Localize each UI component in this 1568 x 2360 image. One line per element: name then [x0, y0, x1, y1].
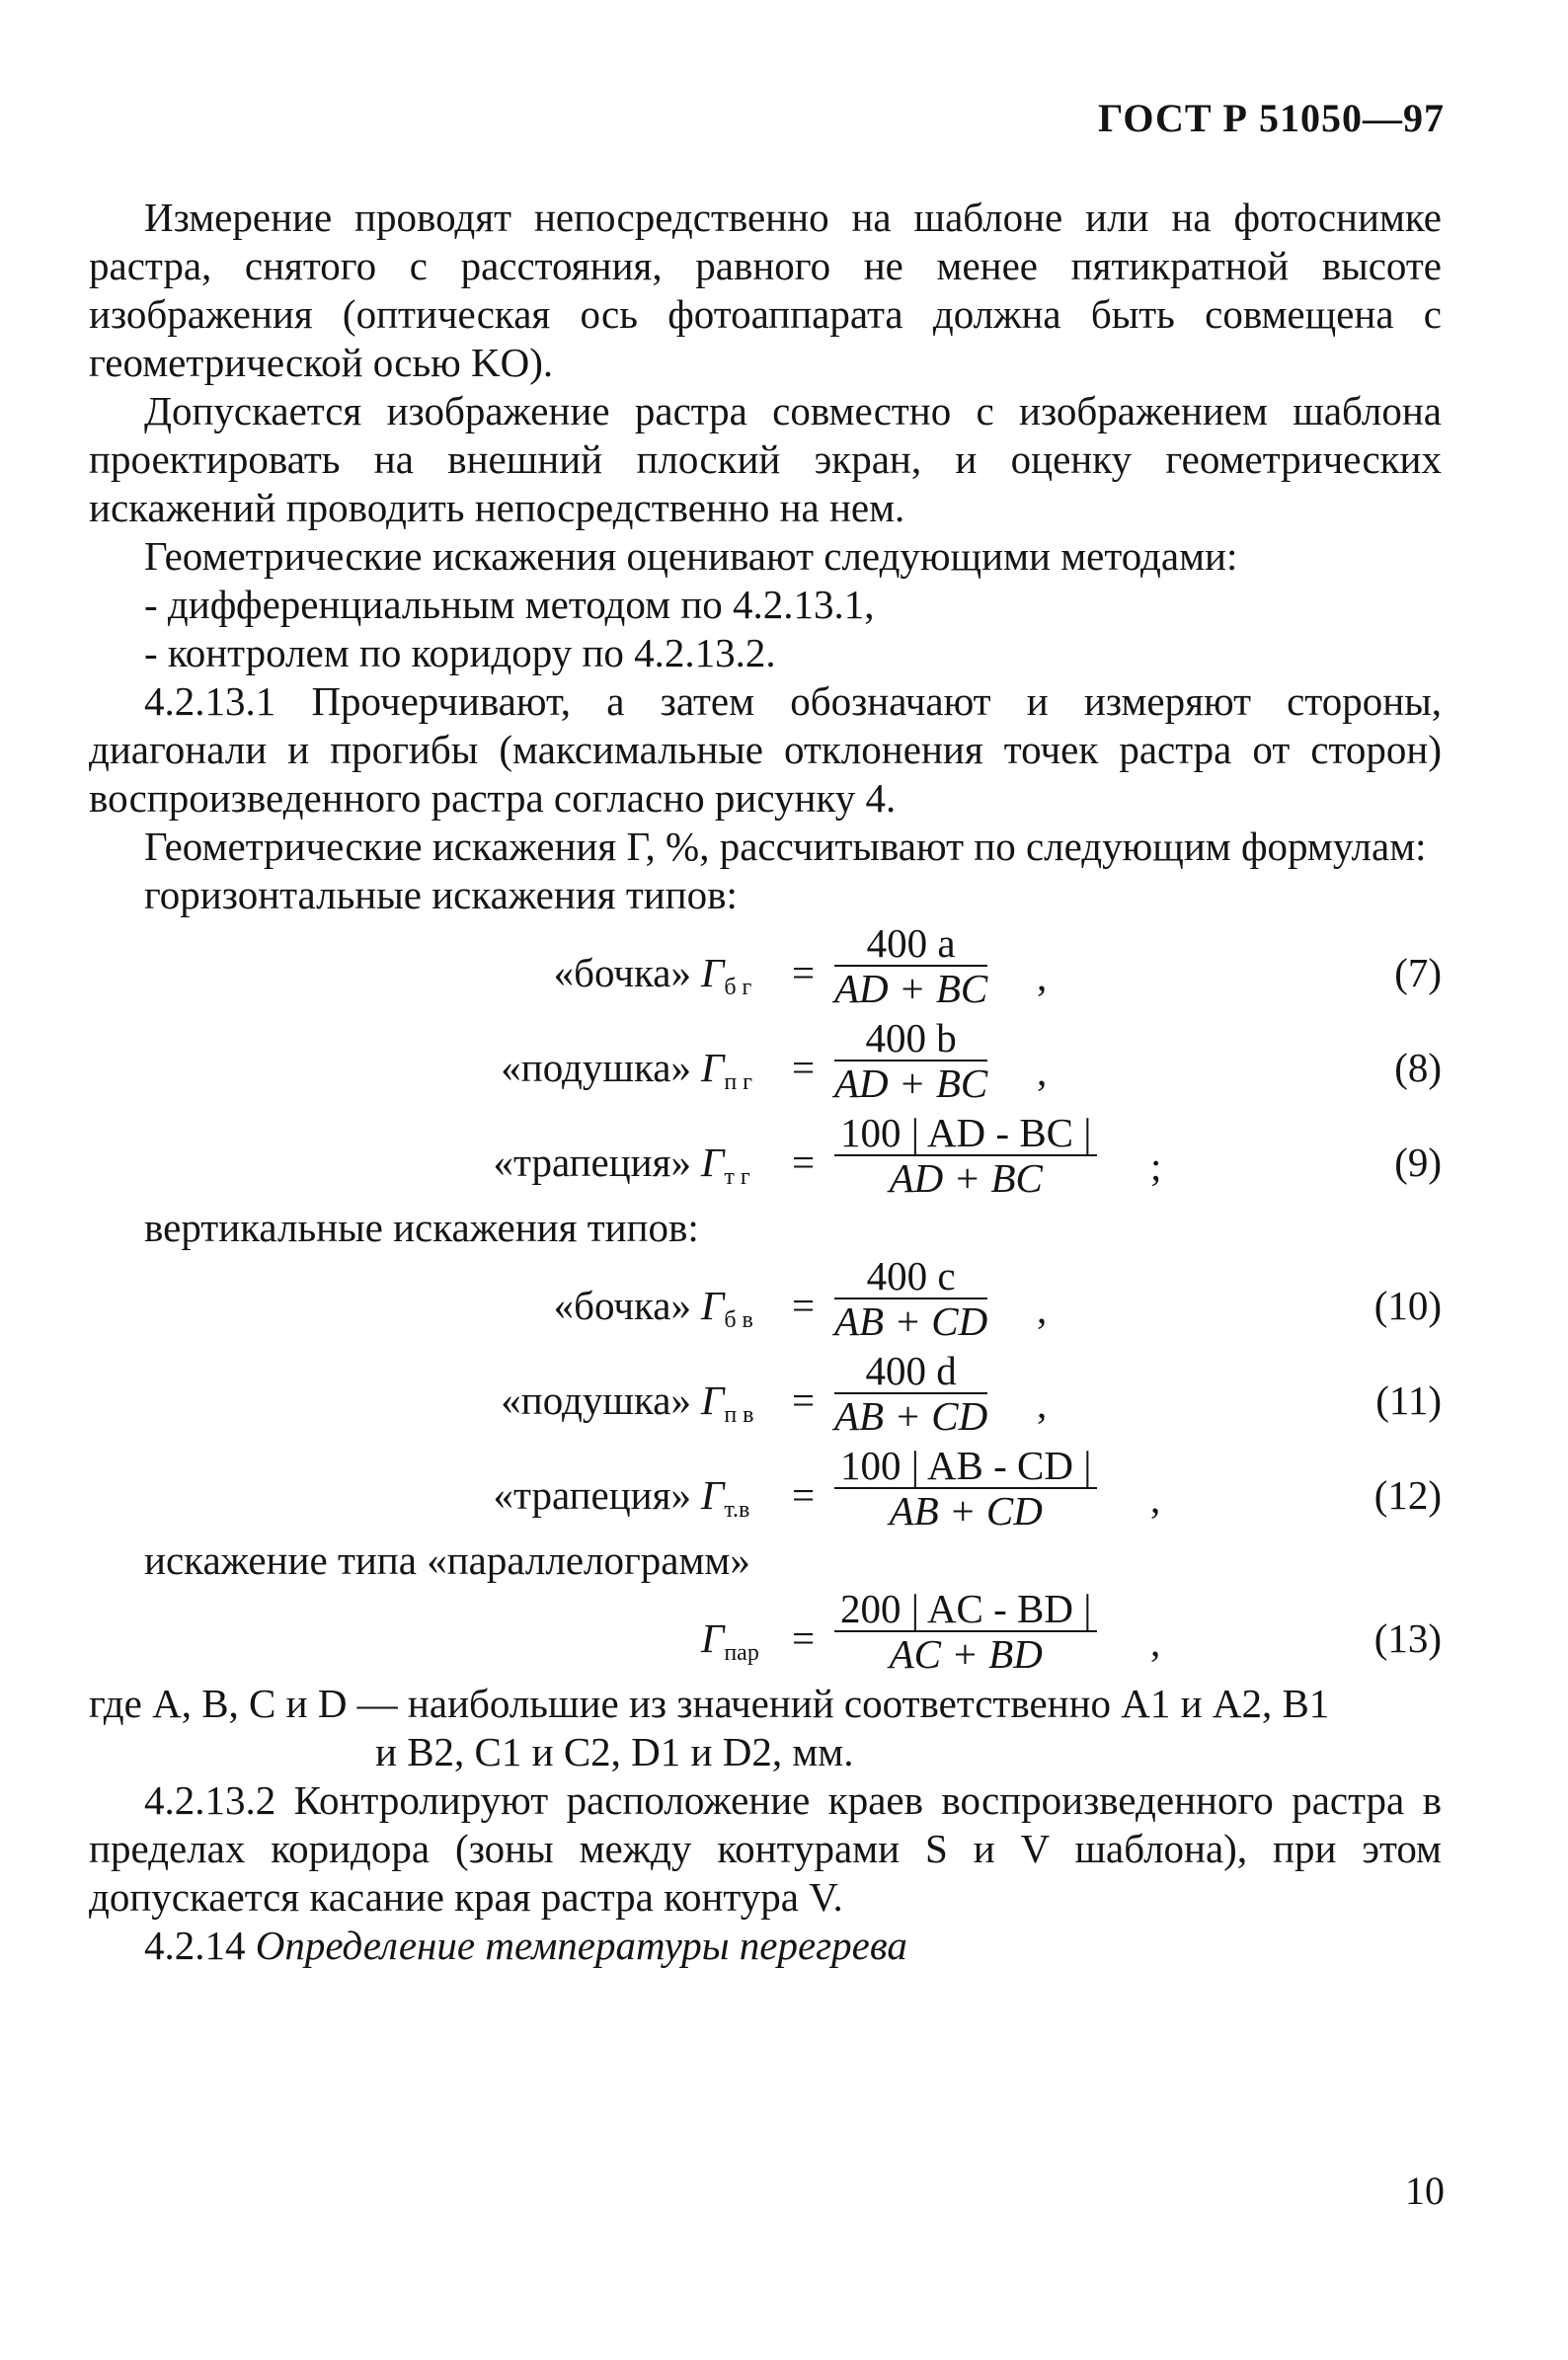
paragraph-4-2-13-2: 4.2.13.2 Контролируют расположение краев воспроизведенного растра в пределах коридора (зоны между контурами S и V шаблона), при этом допускается касание края растра контура V. [89, 1777, 1442, 1920]
section-number: 4.2.14 [144, 1923, 246, 1968]
formula-9 [89, 1109, 1442, 1204]
fraction-numerator: 100 | AB - CD | [834, 1444, 1097, 1489]
fraction-denominator: AD + BC [834, 1061, 988, 1106]
formula-symbol: $Г_{б в}$ [701, 1283, 753, 1333]
equals-sign: = [792, 950, 816, 995]
equals-sign: = [792, 1472, 816, 1518]
formula-symbol: $Г_{т.в}$ [701, 1472, 750, 1523]
heading-vertical: вертикальные искажения типов: [144, 1205, 699, 1250]
formula-label: «трапеция» [493, 1140, 691, 1185]
list-item-differential: - дифференциальным методом по 4.2.13.1, [144, 582, 875, 627]
formula-symbol: $Г_{т г}$ [701, 1140, 750, 1190]
fraction-denominator: AB + CD [889, 1488, 1043, 1534]
section-title: Определение температуры перегрева [255, 1923, 907, 1968]
formula-label: «трапеция» [493, 1472, 691, 1518]
equals-sign: = [792, 1045, 816, 1090]
formula-symbol: $Г_{пар}$ [701, 1615, 759, 1666]
formula-label: «подушка» [501, 1377, 691, 1423]
fraction-denominator: AD + BC [834, 966, 988, 1011]
fraction-denominator: AC + BD [889, 1631, 1043, 1677]
heading-parallelogram: искажение типа «параллелограмм» [144, 1537, 750, 1583]
equals-sign: = [792, 1140, 816, 1185]
formula-fraction [834, 1444, 1097, 1533]
paragraph-where [89, 1680, 1442, 1776]
paragraph-4-2-13-1: 4.2.13.1 Прочерчивают, а затем обозначают и измеряют стороны, диагонали и прогибы (максимальные отклонения точек растра от сторон) воспроизведенного растра согласно рисунку 4. [89, 678, 1442, 821]
formula-fraction [834, 1016, 987, 1105]
fraction-numerator: 400 b [834, 1016, 987, 1062]
formula-symbol: $Г_{п в}$ [701, 1377, 754, 1428]
paragraph-methods: Геометрические искажения оценивают следующими методами: [144, 533, 1238, 579]
paragraph-projection: Допускается изображение растра совместно с изображением шаблона проектировать на внешний плоский экран, и оценку геометрических искажений проводить непосредственно на нем. [89, 388, 1442, 530]
formula-punctuation: , [1037, 1381, 1048, 1427]
formula-number: (10) [1373, 1283, 1442, 1328]
formula-fraction [834, 1254, 987, 1343]
formula-fraction [834, 1587, 1097, 1676]
formula-punctuation: , [1037, 1049, 1048, 1094]
formula-fraction [834, 1111, 1097, 1200]
formula-punctuation: , [1150, 1476, 1161, 1522]
formula-punctuation: , [1037, 954, 1048, 999]
formula-7 [89, 919, 1442, 1014]
formula-label: «бочка» [553, 1283, 691, 1328]
fraction-numerator: 200 | AC - BD | [834, 1587, 1097, 1632]
formula-symbol: $Г_{п г}$ [701, 1045, 753, 1095]
where-line-2: и B2, C1 и C2, D1 и D2, мм. [375, 1729, 854, 1774]
fraction-numerator: 400 d [834, 1349, 987, 1394]
fraction-denominator: AB + CD [834, 1393, 988, 1439]
fraction-numerator: 100 | AD - BC | [834, 1111, 1097, 1156]
paragraph-4-2-14 [89, 1922, 1442, 1970]
fraction-numerator: 400 a [834, 921, 987, 967]
list-item-corridor: - контролем по коридору по 4.2.13.2. [144, 630, 776, 675]
equals-sign: = [792, 1377, 816, 1423]
formula-12 [89, 1442, 1442, 1536]
formula-number: (7) [1394, 950, 1442, 995]
formula-number: (11) [1375, 1377, 1442, 1423]
formula-number: (9) [1394, 1140, 1442, 1185]
formula-number: (8) [1394, 1045, 1442, 1090]
page-number: 10 [1405, 2168, 1445, 2213]
fraction-denominator: AB + CD [834, 1298, 988, 1344]
paragraph-formula-intro: Геометрические искажения Г, %, рассчитывают по следующим формулам: [144, 824, 1427, 869]
document-header: ГОСТ Р 51050—97 [1097, 96, 1445, 140]
formula-fraction [834, 921, 987, 1010]
formula-punctuation: , [1150, 1619, 1161, 1665]
formula-punctuation: , [1037, 1287, 1048, 1332]
where-line-1: где A, B, C и D — наибольшие из значений соответственно A1 и A2, B1 [89, 1681, 1330, 1726]
formula-fraction [834, 1349, 987, 1438]
paragraph-measurement: Измерение проводят непосредственно на шаблоне или на фотоснимке растра, снятого с расстояния, равного не менее пятикратной высоте изображения (оптическая ось фотоаппарата должна быть совмещена с геометрической осью KO). [89, 195, 1442, 385]
formula-number: (13) [1373, 1615, 1442, 1661]
formula-10 [89, 1252, 1442, 1347]
formula-8 [89, 1014, 1442, 1109]
formula-symbol: $Г_{б г}$ [701, 950, 752, 1000]
equals-sign: = [792, 1283, 816, 1328]
equals-sign: = [792, 1615, 816, 1661]
formula-11 [89, 1347, 1442, 1442]
document-body [89, 194, 1442, 1970]
fraction-numerator: 400 c [834, 1254, 987, 1299]
formula-punctuation: ; [1150, 1143, 1162, 1189]
fraction-denominator: AD + BC [889, 1155, 1043, 1201]
formula-number: (12) [1373, 1472, 1442, 1518]
formula-13 [89, 1585, 1442, 1680]
formula-label: «подушка» [501, 1045, 691, 1090]
heading-horizontal: горизонтальные искажения типов: [144, 872, 738, 917]
formula-label: «бочка» [553, 950, 691, 995]
